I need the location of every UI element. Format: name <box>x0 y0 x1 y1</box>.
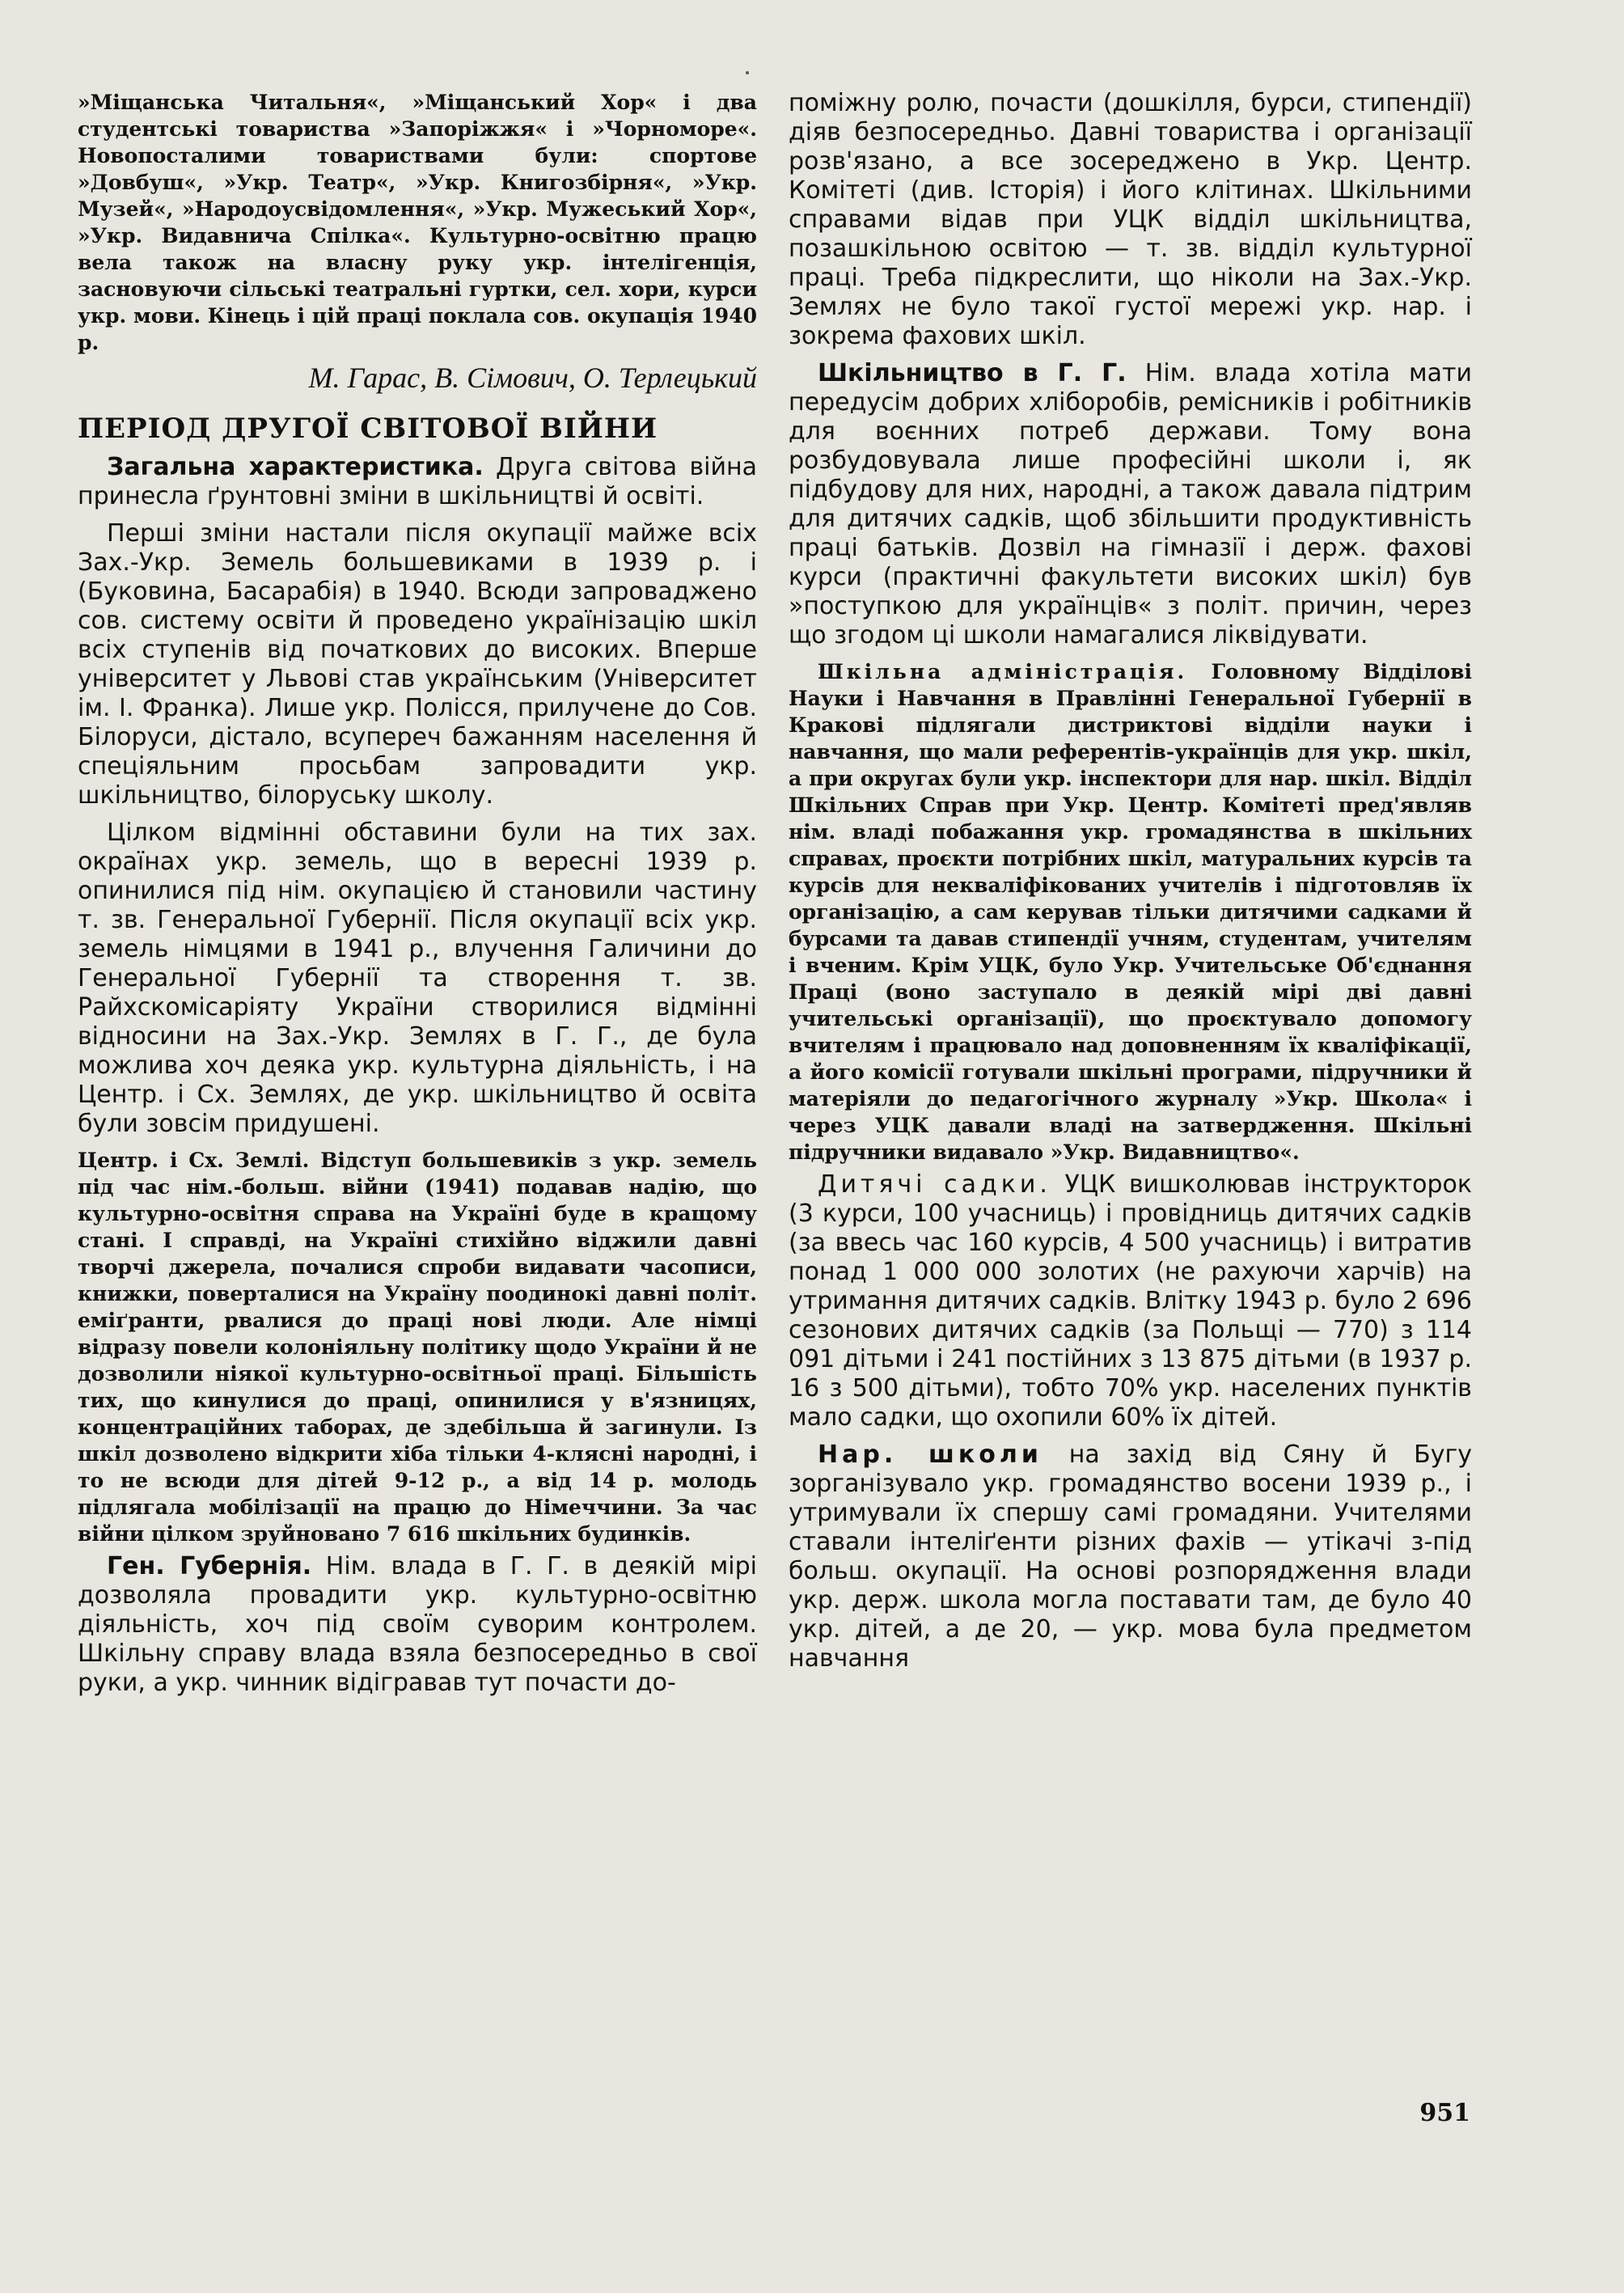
paragraph-text: Нім. влада в Г. Г. в деякій мірі дозволяла провадити укр. культурно-освітню діяльність, хоч під своїм суворим контролем. Шкільну справу влада взяла безпосередньо в свої руки, а укр. чинник відігравав тут почасти до- <box>78 1552 757 1697</box>
paragraph-text: Відступ большевиків з укр. земель під час нім.-больш. війни (1941) подавав надію, що культурно-освітня справа на Україні буде в кращому стані. І справді, на Україні стихійно віджили давні творчі джерела, почалися спроби видавати часописи, книжки, поверталися на Україну поодинокі давні політ. еміґранти, рвалися до праці нові люди. Але німці відразу повели колоніяльну політику щодо України й не дозволили ніякої культурно-освітньої праці. Більшість тих, що кинулися до праці, опинилися у в'язницях, концентраційних таборах, де здебільша й загинули. Із шкіл дозволено відкрити хіба тільки 4-клясні народні, і то не всюди для дітей 9-12 р., а від 14 р. молодь підлягала мобілізації на працю до Німеччини. За час війни цілком зруйновано 7 616 шкільних будинків. <box>78 1149 757 1546</box>
paragraph-text: на захід від Сяну й Бугу зорганізувало укр. громадянство восени 1939 р., і утримували їх спершу самі громадяни. Учителями ставали інтеліґенти різних фахів — утікачі з-під больш. окупації. На основі розпорядження влади укр. держ. школа могла поставати там, де було 40 укр. дітей, а де 20, — укр. мова була предметом навчання <box>789 1441 1472 1673</box>
paragraph-text: УЦК вишколював інструкторок (3 курси, 100 учасниць) і провідниць дитячих садків (за ввесь час 160 курсів, 4 500 учасниць) і витратив понад 1 000 000 золотих (не рахуючи харчів) на утримання дитячих садків. Влітку 1943 р. було 2 696 сезонових дитячих садків (за Польщі — 770) з 114 091 дітьми і 241 постійних з 13 875 дітьми (в 1937 р. 16 з 500 дітьми), тобто 70% укр. населених пунктів мало садки, що охопили 60% їх дітей. <box>789 1170 1472 1432</box>
paragraph-text: Нім. влада хотіла мати передусім добрих хліборобів, ремісників і робітників для воєнних потреб держави. Тому вона розбудовувала лише професійні школи і, як підбудову для них, народні, а також давала підтрим для дитячих садків, щоб збільшити продуктивність праці батьків. Дозвіл на гімназії і держ. фахові курси (практичні факультети високих шкіл) був »поступкою для українців« з політ. причин, через що згодом ці школи намагалися ліквідувати. <box>789 359 1472 649</box>
page-number: 951 <box>1419 2099 1470 2127</box>
paragraph-schooling <box>789 359 1472 650</box>
paragraph-gen-gubernia <box>78 1552 757 1698</box>
paragraph-heading: Центр. і Сх. Землі. <box>78 1149 310 1172</box>
paragraph-heading: Шкільна адміністрація. <box>818 660 1188 683</box>
paragraph-heading: Ген. Губернія. <box>107 1552 312 1580</box>
paragraph-heading: Шкільництво в Г. Г. <box>818 359 1127 387</box>
paragraph-general <box>78 453 757 511</box>
decorative-dot <box>746 71 749 74</box>
paragraph-administration <box>789 658 1472 1166</box>
paragraph-heading: Дитячі садки. <box>818 1170 1051 1199</box>
section-title: ПЕРІОД ДРУГОЇ СВІТОВОЇ ВІЙНИ <box>78 412 658 445</box>
paragraph-text: Друга світова війна принесла ґрунтовні зміни в шкільництві й освіті. <box>78 453 758 510</box>
paragraph-heading: Загальна характеристика. <box>107 453 484 481</box>
left-column <box>78 89 757 1706</box>
paragraph-central-east <box>78 1147 757 1547</box>
right-column <box>789 89 1472 1682</box>
paragraph-continued: поміжну ролю, почасти (дошкілля, бурси, стипендії) діяв безпосередньо. Давні товариства і організації розв'язано, а все зосереджено в Укр. Центр. Комітеті (див. Історія) і його клітинах. Шкільними справами відав при УЦК відділ шкільництва, позашкільною освітою — т. зв. відділ культурної праці. Треба підкреслити, що ніколи на Зах.-Укр. Землях не було такої густої мережі укр. нар. і зокрема фахових шкіл. <box>789 89 1472 350</box>
paragraph-kindergartens <box>789 1170 1472 1432</box>
paragraph-first-changes: Перші зміни настали після окупації майже всіх Зах.-Укр. Земель большевиками в 1939 р. і (Буковина, Басарабія) в 1940. Всюди запроваджено сов. систему освіти й проведено українізацію шкіл всіх ступенів від початкових до високих. Вперше університет у Львові став українським (Університет ім. І. Франка). Лише укр. Полісся, прилучене до Сов. Білоруси, дістало, всупереч бажанням населення й спеціяльним просьбам запровадити укр. шкільництво, білоруську школу. <box>78 519 757 810</box>
paragraph-public-schools <box>789 1441 1472 1673</box>
paragraph-heading: Нар. школи <box>818 1441 1042 1469</box>
paragraph-western-lands: Цілком відмінні обставини були на тих зах. окраїнах укр. земель, що в вересні 1939 р. опинилися під нім. окупацією й становили частину т. зв. Генеральної Губернії. Після окупації всіх укр. земель німцями в 1941 р., влучення Галичини до Генеральної Губернії та створення т. зв. Райхскомісаріяту України створилися відмінні відносини на Зах.-Укр. Землях в Г. Г., де була можлива хоч деяка укр. культурна діяльність, і на Центр. і Сх. Землях, де укр. шкільництво й освіта були зовсім придушені. <box>78 819 757 1138</box>
intro-paragraph: »Міщанська Читальня«, »Міщанський Хор« і два студентські товариства »Запоріжжя« і »Чорноморе«. Новопосталими товариствами були: спортове »Довбуш«, »Укр. Театр«, »Укр. Книгозбірня«, »Укр. Музей«, »Народоусвідомлення«, »Укр. Мужеський Хор«, »Укр. Видавнича Спілка«. Культурно-освітню працю вела також на власну руку укр. інтелігенція, засновуючи сільські театральні гуртки, сел. хори, курси укр. мови. Кінець і цій праці поклала сов. окупація 1940 р. <box>78 91 757 354</box>
authors-line: М. Гарас, В. Сімович, О. Терлецький <box>308 362 757 394</box>
paragraph-text: Головному Відділові Науки і Навчання в Правлінні Генеральної Губернії в Кракові підлягали дистриктові відділи науки і навчання, що мали референтів-українців для укр. шкіл, а при округах були укр. інспектори для нар. шкіл. Відділ Шкільних Справ при Укр. Центр. Комітеті пред'являв нім. владі побажання укр. громадянства в шкільних справах, проєкти потрібних шкіл, матуральних курсів та курсів для некваліфікованих учителів і підготовляв їх організацію, а сам керував тільки дитячими садками й бурсами та давав стипендії учням, студентам, учителям і вченим. Крім УЦК, було Укр. Учительське Об'єднання Праці (воно заступало в деякій мірі дві давні учительські організації), що проєктувало допомогу вчителям і працювало над доповненням їх кваліфікації, а його комісії готували шкільні програми, підручники й матеріяли до педагогічного журналу »Укр. Школа« і через УЦК давали владі на затвердження. Шкільні підручники видавало »Укр. Видавництво«. <box>789 660 1473 1164</box>
